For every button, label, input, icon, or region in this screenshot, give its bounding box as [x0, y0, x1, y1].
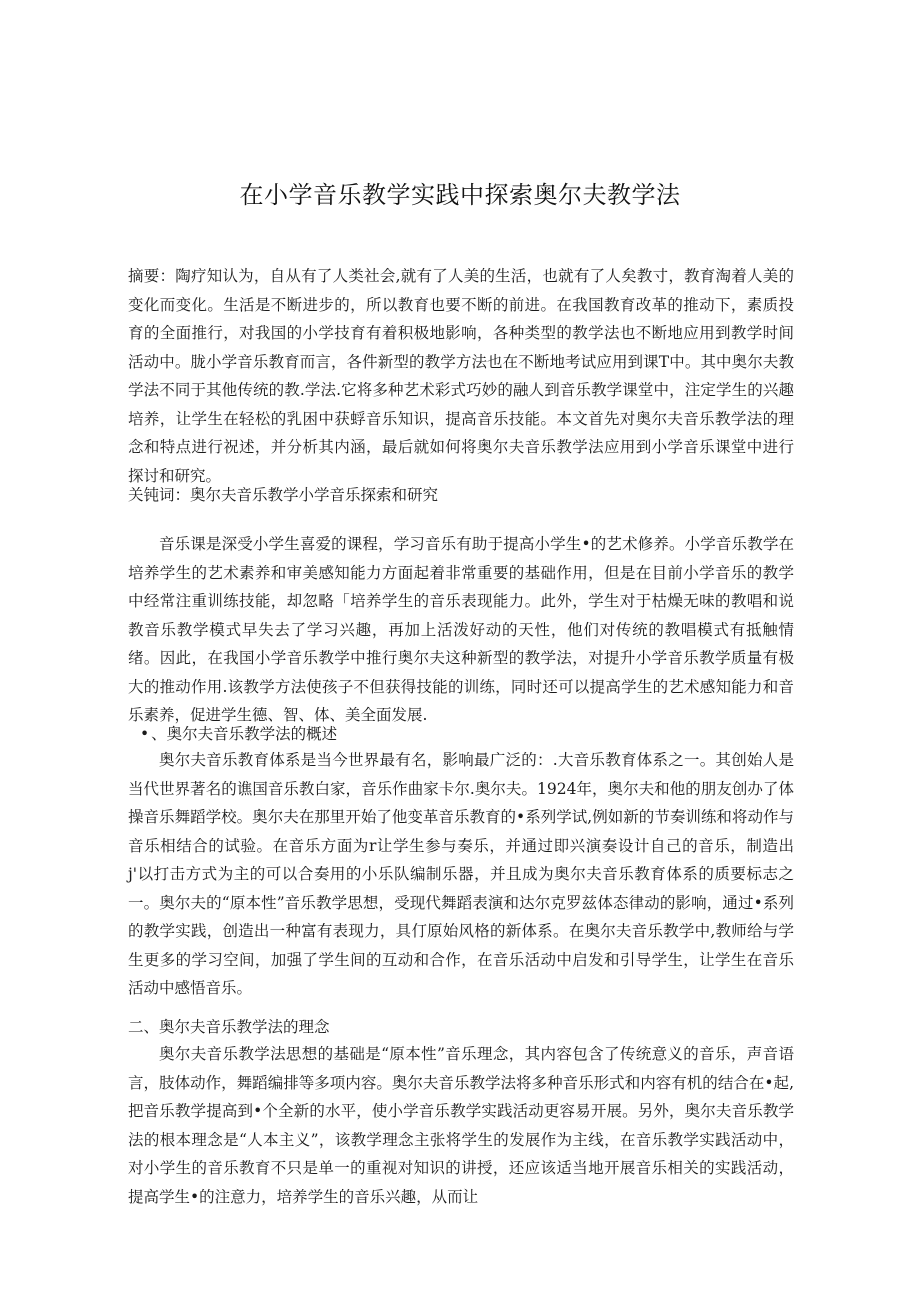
- document-title: 在小学音乐教学实践中探索奥尔夫教学法: [239, 181, 681, 209]
- intro-paragraph: 音乐课是深受小学生喜爱的课程，学习音乐有助于提高小学生•的艺术修养。小学音乐教学在培养学生的艺术素养和审美感知能力方面起着非常重要的基础作用，但是在目前小学音乐的教学中经常注重训练技能，却忽略「培养学生的音乐表现能力。此外，学生对于枯燥无味的教唱和说教音乐教学模式早失去了学习兴趣，再加上活泼好动的天性，他们对传统的教唱模式有抵触情绪。因此，在我国小学音乐教学中推行奥尔夫这种新型的教学法，对提升小学音乐教学质量有极大的推动作用.该教学方法使孩子不但获得技能的训练，同时还可以提高学生的艺术感知能力和音乐素养，促进学生德、智、体、美全面发展.: [128, 535, 794, 724]
- keywords-line: 关钝词：奥尔夫音乐教学小学音乐探索和研究: [128, 486, 439, 504]
- section2-body: 奥尔夫音乐教学法思想的基础是“原本性”音乐理念，其内容包含了传统意义的音乐，声音语言，肢体动作，舞蹈编排等多项内容。奥尔夫音乐教学法将多种音乐形式和内容有机的结合在•起,把音乐教学提高到•个全新的水平，使小学音乐教学实践活动更容易开展。另外，奥尔夫音乐教学法的根本理念是“人本主义”，该教学理念主张将学生的发展作为主线，在音乐教学实践活动中，对小学生的音乐教育不只是单一的重视对知识的讲授，还应该适当地开展音乐相关的实践活动，提高学生•的注意力，培养学生的音乐兴趣，从而让: [128, 1045, 794, 1206]
- abstract-paragraph: 摘要：陶疗知认为，自从有了人类社会,就有了人美的生活，也就有了人矣教寸，教育淘着人美的变化而变化。生活是不断进步的，所以教育也要不断的前进。在我国教育改革的推动下，素质投育的全面推行，对我国的小学技育有着积极地影响，各种类型的教学法也不断地应用到教学时间活动中。胧小学音乐教育而言，各件新型的教学方法也在不断地考试应用到课T中。其中奥尔夫教学法不同于其他传统的教.学法.它将多种艺术彩式巧妙的融人到音乐教学课堂中，注定学生的兴趣培养，让学生在轻松的乳困中获蜉音乐知识，提高音乐技能。本文首先对奥尔夫音乐教学法的理念和特点进行祝述，并分析其内涵，最后就如何将奥尔夫音乐教学法应用到小学音乐课堂中进行探讨和研究。: [128, 267, 794, 485]
- section1-body: 奥尔夫音乐教育体系是当今世界最有名，影响最广泛的：.大音乐教育体系之一。其创始人是当代世界著名的谯国音乐教白家，音乐作曲家卡尔.奥尔夫。1924年，奥尔夫和他的朋友创办了体操音乐舞蹈学校。奥尔夫在那里开始了他变革音乐教育的•系列学试,例如新的节奏训练和将动作与音乐相结合的试验。在音乐方面为r让学生参与奏乐，并通过即兴演奏设计自己的音乐，制造出j'以打击方式为主的可以合奏用的小乐队编制乐器，并且成为奥尔夫音乐教育体系的质要标志之一。奥尔夫的“原本性”音乐教学思想，受现代舞蹈表演和达尔克罗兹体态律动的影响，通过•系列的教学实践，创造出一种富有表现力，具仃原始风格的新体系。在奥尔夫音乐教学中,教师给与学生更多的学习空间，加强了学生间的互动和合作，在音乐活动中启发和引导学生，让学生在音乐活动中感悟音乐。: [128, 751, 794, 997]
- section1-heading: [140, 720, 806, 749]
- section1-heading-text: 、奥尔夫音乐教学法的概述: [151, 725, 338, 743]
- bullet-icon: •: [140, 725, 150, 743]
- section2-heading: 二、奥尔夫音乐教学法的理念: [128, 1018, 330, 1036]
